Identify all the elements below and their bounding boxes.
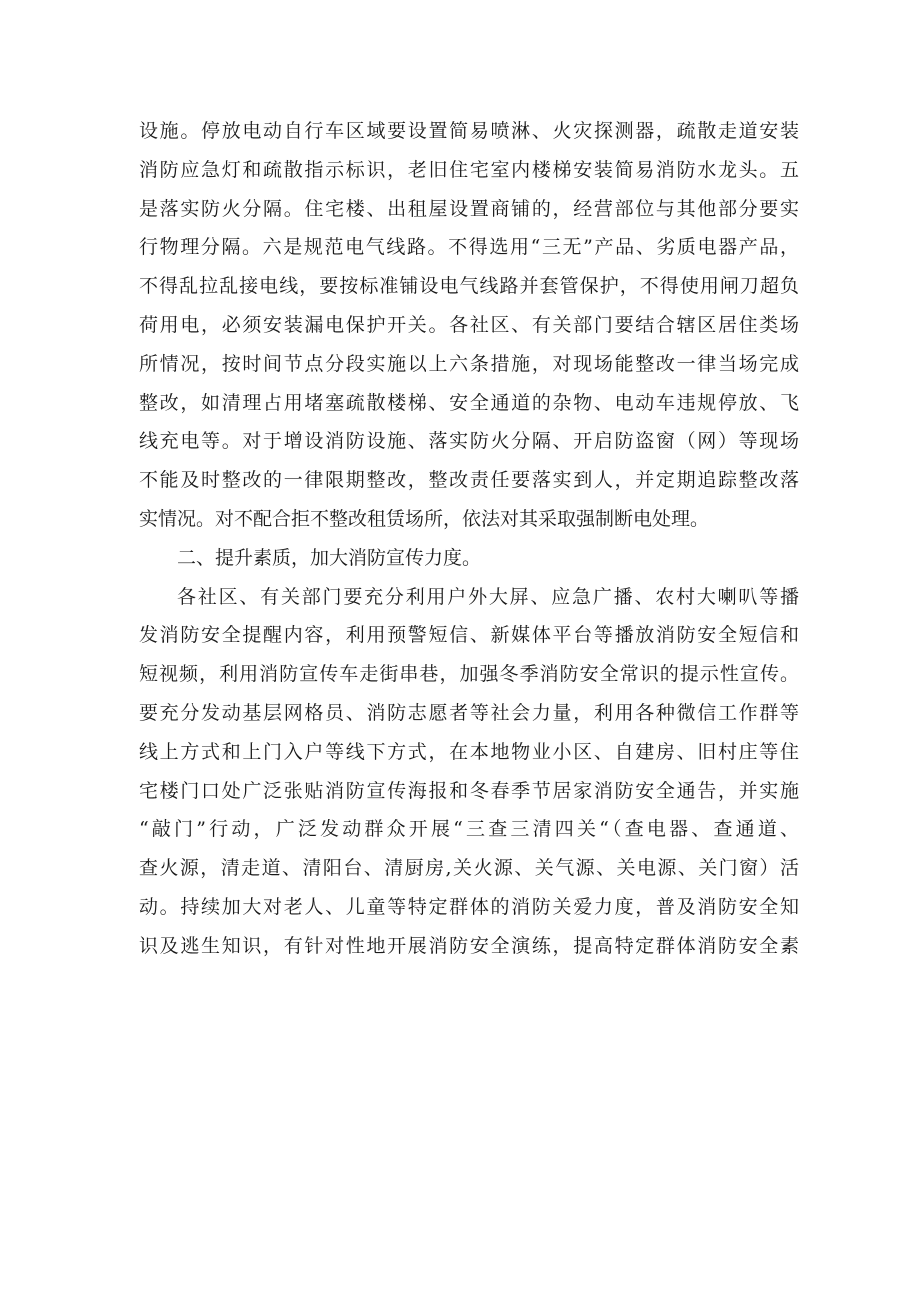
paragraph-1-line: 不能及时整改的一律限期整改，整改责任要落实到人，并定期追踪整改落 [139, 469, 799, 492]
paragraph-2-line: 宅楼门口处广泛张贴消防宣传海报和冬春季节居家消防安全通告，并实施 [139, 779, 799, 802]
paragraph-2-line: 动。持续加大对老人、儿童等特定群体的消防关爱力度，普及消防安全知 [139, 895, 799, 918]
paragraph-1-line: 线充电等。对于增设消防设施、落实防火分隔、开启防盗窗（网）等现场 [139, 430, 799, 453]
paragraph-1-line-last: 实情况。对不配合拒不整改租赁场所，依法对其采取强制断电处理。 [139, 507, 710, 530]
paragraph-1-line: 不得乱拉乱接电线，要按标准铺设电气线路并套管保护，不得使用闸刀超负 [139, 275, 799, 298]
paragraph-1-line: 设施。停放电动自行车区域要设置简易喷淋、火灾探测器，疏散走道安装 [139, 120, 799, 142]
paragraph-2-line: 识及逃生知识，有针对性地开展消防安全演练，提高特定群体消防安全素 [139, 934, 799, 957]
document-body [139, 112, 799, 966]
paragraph-2-line: 短视频，利用消防宣传车走街串巷，加强冬季消防安全常识的提示性宣传。 [139, 663, 799, 686]
paragraph-1-line: 荷用电，必须安装漏电保护开关。各社区、有关部门要结合辖区居住类场 [139, 313, 799, 336]
paragraph-2-line: “敲门”行动，广泛发动群众开展“三查三清四关“（查电器、查通道、 [139, 818, 799, 841]
paragraph-1-line: 是落实防火分隔。住宅楼、出租屋设置商铺的，经营部位与其他部分要实 [139, 197, 799, 220]
paragraph-2-line: 线上方式和上门入户等线下方式，在本地物业小区、自建房、旧村庄等住 [139, 740, 799, 763]
paragraph-1-line: 行物理分隔。六是规范电气线路。不得选用“三无”产品、劣质电器产品， [139, 236, 799, 259]
paragraph-2-line: 发消防安全提醒内容，利用预警短信、新媒体平台等播放消防安全短信和 [139, 624, 799, 647]
paragraph-1-line: 整改，如清理占用堵塞疏散楼梯、安全通道的杂物、电动车违规停放、飞 [139, 391, 799, 414]
paragraph-1-line: 消防应急灯和疏散指示标识，老旧住宅室内楼梯安装简易消防水龙头。五 [139, 158, 799, 181]
paragraph-2-line: 查火源，清走道、清阳台、清厨房,关火源、关气源、关电源、关门窗）活 [139, 857, 799, 880]
paragraph-1-line: 所情况，按时间节点分段实施以上六条措施，对现场能整改一律当场完成 [139, 352, 799, 375]
paragraph-2-line: 要充分发动基层网格员、消防志愿者等社会力量，利用各种微信工作群等 [139, 701, 799, 724]
paragraph-2-line-first: 各社区、有关部门要充分利用户外大屏、应急广播、农村大喇叭等播 [177, 585, 799, 608]
section-heading: 二、提升素质，加大消防宣传力度。 [177, 546, 482, 569]
